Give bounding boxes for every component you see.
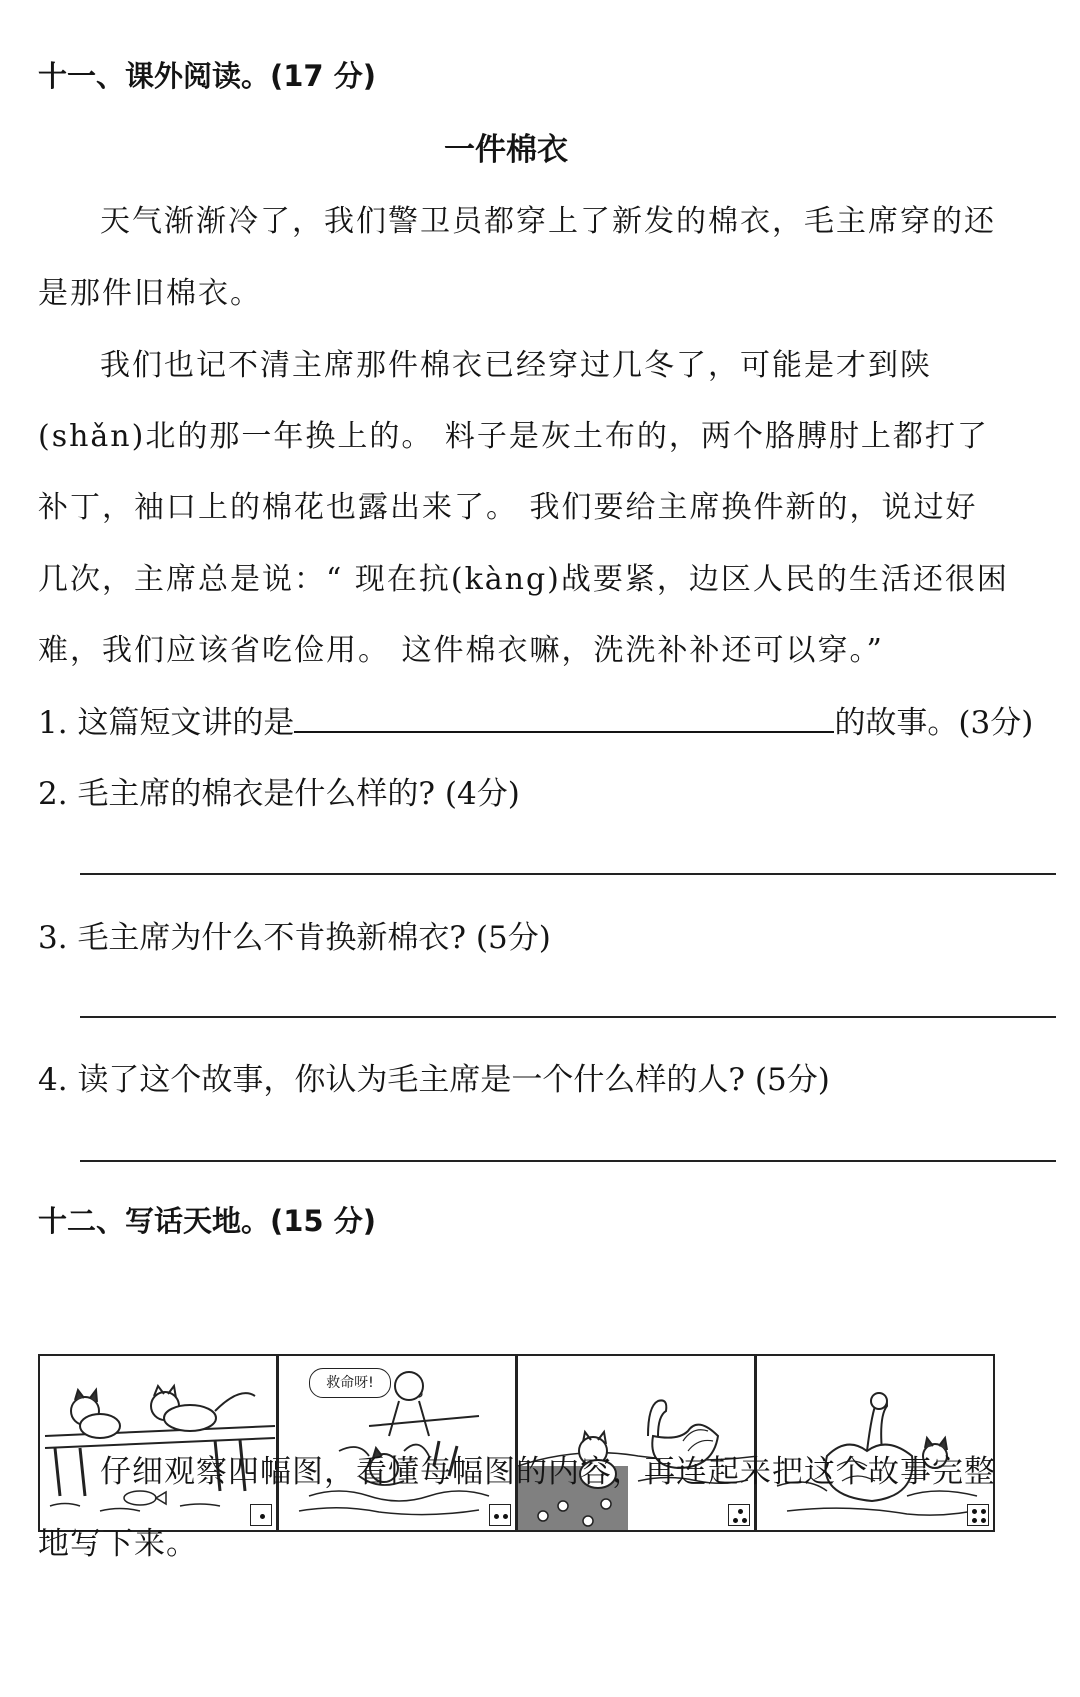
- paragraph-1-line-2: 是那件旧棉衣。: [38, 276, 262, 311]
- panel-4-illustration: [757, 1356, 995, 1532]
- section-11-heading: 十一、课外阅读。(17 分): [38, 59, 376, 93]
- question-1-text-before: 这篇短文讲的是: [77, 705, 295, 741]
- paragraph-2-line-1: 我们也记不清主席那件棉衣已经穿过几冬了，可能是才到陕: [100, 348, 932, 383]
- panel-1-dice-icon: [250, 1504, 272, 1526]
- dice-pip: [972, 1518, 977, 1523]
- paragraph-2-line-5: 难，我们应该省吃俭用。 这件棉衣嘛，洗洗补补还可以穿。”: [38, 633, 884, 668]
- dice-pip: [733, 1518, 738, 1523]
- question-1-number: 1.: [38, 705, 68, 741]
- question-4-text: 读了这个故事，你认为毛主席是一个什么样的人? (5分): [77, 1062, 830, 1098]
- panel-3-dice-icon: [728, 1504, 750, 1526]
- paragraph-2-line-4: 几次，主席总是说：“ 现在抗(kàng)战要紧，边区人民的生活还很困: [38, 562, 1009, 597]
- question-4-answer-line[interactable]: [80, 1160, 1056, 1162]
- dice-pip: [738, 1509, 743, 1514]
- paragraph-2-line-3: 补丁，袖口上的棉花也露出来了。 我们要给主席换件新的，说过好: [38, 490, 978, 525]
- question-1-text-after: 的故事。(3分): [834, 705, 1034, 741]
- dice-pip: [981, 1518, 986, 1523]
- question-2: [38, 768, 520, 813]
- dice-pip: [260, 1514, 265, 1519]
- picture-panel-3: [516, 1354, 756, 1532]
- picture-panel-2: [277, 1354, 517, 1532]
- writing-instruction-line-2: 地写下来。: [38, 1526, 198, 1562]
- panel-2-speech-bubble: 救命呀!: [309, 1368, 391, 1398]
- panel-4-dice-icon: [967, 1504, 989, 1526]
- panel-1-illustration: [40, 1356, 278, 1532]
- dice-pip: [972, 1509, 977, 1514]
- writing-instruction-line-1: 仔细观察四幅图，看懂每幅图的内容，再连起来把这个故事完整: [100, 1454, 996, 1490]
- story-title: 一件棉衣: [444, 132, 568, 168]
- dice-pip: [981, 1509, 986, 1514]
- section-12-heading: 十二、写话天地。(15 分): [38, 1204, 376, 1238]
- question-3-answer-line[interactable]: [80, 1016, 1056, 1018]
- question-3-text: 毛主席为什么不肯换新棉衣? (5分): [77, 920, 551, 956]
- picture-panel-1: [38, 1354, 278, 1532]
- dice-pip: [742, 1518, 747, 1523]
- question-2-number: 2.: [38, 776, 68, 812]
- question-4-number: 4.: [38, 1062, 68, 1098]
- picture-panel-4: [755, 1354, 995, 1532]
- question-3: [38, 912, 551, 957]
- paragraph-2-line-2: (shǎn)北的那一年换上的。 料子是灰土布的，两个胳膊肘上都打了: [38, 419, 989, 454]
- question-1: [38, 697, 1033, 742]
- panel-2-dice-icon: [489, 1504, 511, 1526]
- dice-pip: [494, 1514, 499, 1519]
- panel-3-illustration: [518, 1356, 756, 1532]
- question-1-blank[interactable]: [294, 703, 834, 733]
- question-2-text: 毛主席的棉衣是什么样的? (4分): [77, 776, 520, 812]
- question-4: [38, 1054, 830, 1099]
- dice-pip: [503, 1514, 508, 1519]
- paragraph-1-line-1: 天气渐渐冷了，我们警卫员都穿上了新发的棉衣，毛主席穿的还: [100, 204, 996, 239]
- question-2-answer-line[interactable]: [80, 873, 1056, 875]
- question-3-number: 3.: [38, 920, 68, 956]
